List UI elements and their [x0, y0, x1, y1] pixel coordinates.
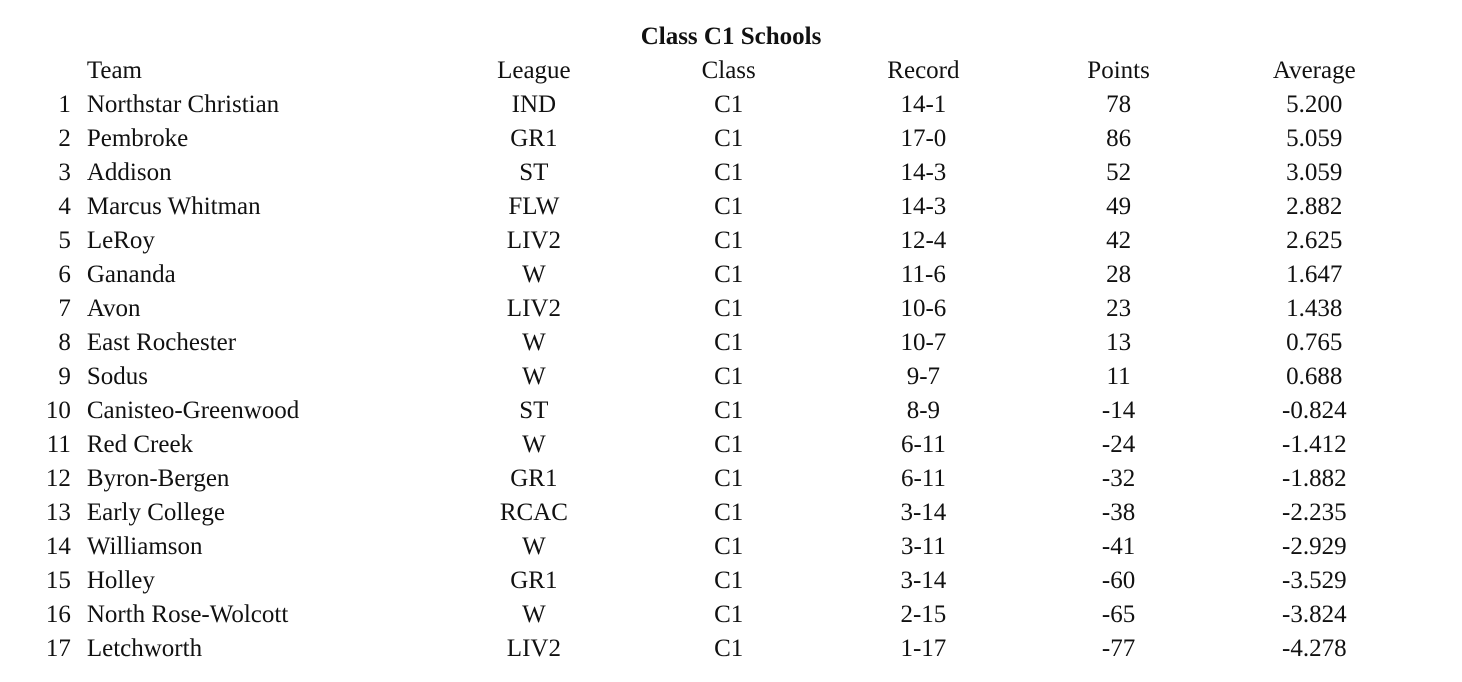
average-cell: 5.200 — [1286, 91, 1343, 118]
header-average: Average — [1272, 57, 1356, 84]
record-cell: 11-6 — [900, 261, 946, 288]
table-row — [36, 564, 1462, 598]
table-row — [36, 292, 1462, 326]
record-cell: 8-9 — [906, 397, 941, 424]
record-cell: 3-14 — [900, 499, 947, 526]
team-cell: Sodus — [86, 363, 148, 390]
record-cell: 14-3 — [900, 193, 947, 220]
class-cell: C1 — [714, 261, 744, 288]
average-cell: -1.412 — [1282, 431, 1347, 458]
points-cell: -77 — [1101, 635, 1136, 662]
average-cell: -3.824 — [1282, 601, 1347, 628]
team-cell: LeRoy — [86, 227, 155, 254]
points-cell: -24 — [1101, 431, 1136, 458]
table-row — [36, 394, 1462, 428]
average-cell: 0.765 — [1286, 329, 1343, 356]
team-cell: East Rochester — [86, 329, 237, 356]
class-cell: C1 — [714, 227, 744, 254]
rank-cell: 10 — [45, 397, 71, 424]
header-class: Class — [701, 57, 756, 84]
class-cell: C1 — [714, 363, 744, 390]
standings-table — [36, 54, 1462, 666]
points-cell: -41 — [1101, 533, 1136, 560]
average-cell: -0.824 — [1282, 397, 1347, 424]
class-cell: C1 — [714, 91, 744, 118]
average-cell: 0.688 — [1286, 363, 1343, 390]
league-cell: W — [522, 533, 546, 560]
points-cell: 78 — [1106, 91, 1132, 118]
class-cell: C1 — [714, 193, 744, 220]
header-record: Record — [887, 57, 960, 84]
average-cell: -4.278 — [1282, 635, 1347, 662]
rank-cell: 6 — [58, 261, 71, 288]
rank-cell: 11 — [46, 431, 71, 458]
table-row — [36, 156, 1462, 190]
record-cell: 6-11 — [900, 431, 946, 458]
record-cell: 3-11 — [900, 533, 946, 560]
class-cell: C1 — [714, 295, 744, 322]
class-cell: C1 — [714, 635, 744, 662]
points-cell: 86 — [1106, 125, 1132, 152]
class-cell: C1 — [714, 397, 744, 424]
points-cell: 13 — [1106, 329, 1132, 356]
league-cell: W — [522, 261, 546, 288]
league-cell: LIV2 — [506, 635, 561, 662]
league-cell: W — [522, 329, 546, 356]
table-row — [36, 496, 1462, 530]
class-cell: C1 — [714, 567, 744, 594]
league-cell: W — [522, 431, 546, 458]
team-cell: Canisteo-Greenwood — [86, 397, 300, 424]
rank-cell: 13 — [45, 499, 71, 526]
rank-cell: 1 — [58, 91, 71, 118]
rank-cell: 2 — [58, 125, 71, 152]
rank-cell: 7 — [58, 295, 71, 322]
average-cell: 2.625 — [1286, 227, 1343, 254]
team-cell: Williamson — [86, 533, 203, 560]
header-points: Points — [1087, 57, 1150, 84]
points-cell: -32 — [1101, 465, 1136, 492]
average-cell: -2.929 — [1282, 533, 1347, 560]
table-row — [36, 122, 1462, 156]
record-cell: 9-7 — [906, 363, 941, 390]
class-cell: C1 — [714, 329, 744, 356]
team-cell: Pembroke — [86, 125, 189, 152]
team-cell: Addison — [86, 159, 172, 186]
team-cell: Northstar Christian — [86, 91, 280, 118]
table-row — [36, 598, 1462, 632]
league-cell: ST — [519, 159, 549, 186]
points-cell: 11 — [1106, 363, 1131, 390]
points-cell: -38 — [1101, 499, 1136, 526]
team-cell: Gananda — [86, 261, 176, 288]
record-cell: 2-15 — [900, 601, 947, 628]
record-cell: 10-7 — [900, 329, 947, 356]
points-cell: 52 — [1106, 159, 1132, 186]
rank-cell: 3 — [58, 159, 71, 186]
rank-cell: 5 — [58, 227, 71, 254]
team-cell: Red Creek — [86, 431, 194, 458]
class-cell: C1 — [714, 159, 744, 186]
team-cell: Marcus Whitman — [86, 193, 261, 220]
rank-cell: 14 — [45, 533, 71, 560]
record-cell: 6-11 — [900, 465, 946, 492]
table-row — [36, 632, 1462, 666]
league-cell: LIV2 — [506, 295, 561, 322]
table-row — [36, 428, 1462, 462]
points-cell: -60 — [1101, 567, 1136, 594]
table-row — [36, 326, 1462, 360]
record-cell: 1-17 — [900, 635, 947, 662]
class-cell: C1 — [714, 601, 744, 628]
team-cell: Avon — [86, 295, 141, 322]
team-cell: Byron-Bergen — [86, 465, 230, 492]
average-cell: -2.235 — [1282, 499, 1347, 526]
points-cell: 42 — [1106, 227, 1132, 254]
table-row — [36, 462, 1462, 496]
record-cell: 14-3 — [900, 159, 947, 186]
league-cell: IND — [511, 91, 557, 118]
points-cell: -14 — [1101, 397, 1136, 424]
league-cell: W — [522, 601, 546, 628]
table-row — [36, 258, 1462, 292]
rank-cell: 4 — [58, 193, 71, 220]
class-cell: C1 — [714, 125, 744, 152]
average-cell: 3.059 — [1286, 159, 1343, 186]
team-cell: North Rose-Wolcott — [86, 601, 289, 628]
record-cell: 17-0 — [900, 125, 947, 152]
average-cell: -3.529 — [1282, 567, 1347, 594]
record-cell: 10-6 — [900, 295, 947, 322]
table-row — [36, 224, 1462, 258]
rank-cell: 8 — [58, 329, 71, 356]
team-cell: Early College — [86, 499, 225, 526]
header-league: League — [497, 57, 571, 84]
class-cell: C1 — [714, 465, 744, 492]
average-cell: -1.882 — [1282, 465, 1347, 492]
header-team: Team — [86, 57, 143, 84]
points-cell: -65 — [1101, 601, 1136, 628]
average-cell: 2.882 — [1286, 193, 1343, 220]
league-cell: GR1 — [510, 465, 558, 492]
page-title: Class C1 Schools — [640, 23, 822, 50]
league-cell: GR1 — [510, 125, 558, 152]
header-rank — [36, 54, 87, 88]
record-cell: 3-14 — [900, 567, 947, 594]
league-cell: ST — [519, 397, 549, 424]
class-cell: C1 — [714, 431, 744, 458]
table-header — [36, 54, 1462, 88]
rank-cell: 16 — [45, 601, 71, 628]
rank-cell: 15 — [45, 567, 71, 594]
table-row — [36, 530, 1462, 564]
record-cell: 14-1 — [900, 91, 947, 118]
league-cell: LIV2 — [506, 227, 561, 254]
table-row — [36, 190, 1462, 224]
league-cell: GR1 — [510, 567, 558, 594]
class-cell: C1 — [714, 533, 744, 560]
record-cell: 12-4 — [900, 227, 947, 254]
table-row — [36, 88, 1462, 122]
table-row — [36, 360, 1462, 394]
points-cell: 28 — [1106, 261, 1132, 288]
league-cell: W — [522, 363, 546, 390]
average-cell: 5.059 — [1286, 125, 1343, 152]
class-cell: C1 — [714, 499, 744, 526]
league-cell: RCAC — [499, 499, 568, 526]
points-cell: 49 — [1106, 193, 1132, 220]
rank-cell: 17 — [45, 635, 71, 662]
points-cell: 23 — [1106, 295, 1132, 322]
rank-cell: 12 — [45, 465, 71, 492]
team-cell: Holley — [86, 567, 155, 594]
header-row — [36, 54, 1462, 88]
rank-cell: 9 — [58, 363, 71, 390]
table-body — [36, 88, 1462, 666]
team-cell: Letchworth — [86, 635, 203, 662]
average-cell: 1.647 — [1286, 261, 1343, 288]
average-cell: 1.438 — [1286, 295, 1343, 322]
league-cell: FLW — [508, 193, 560, 220]
